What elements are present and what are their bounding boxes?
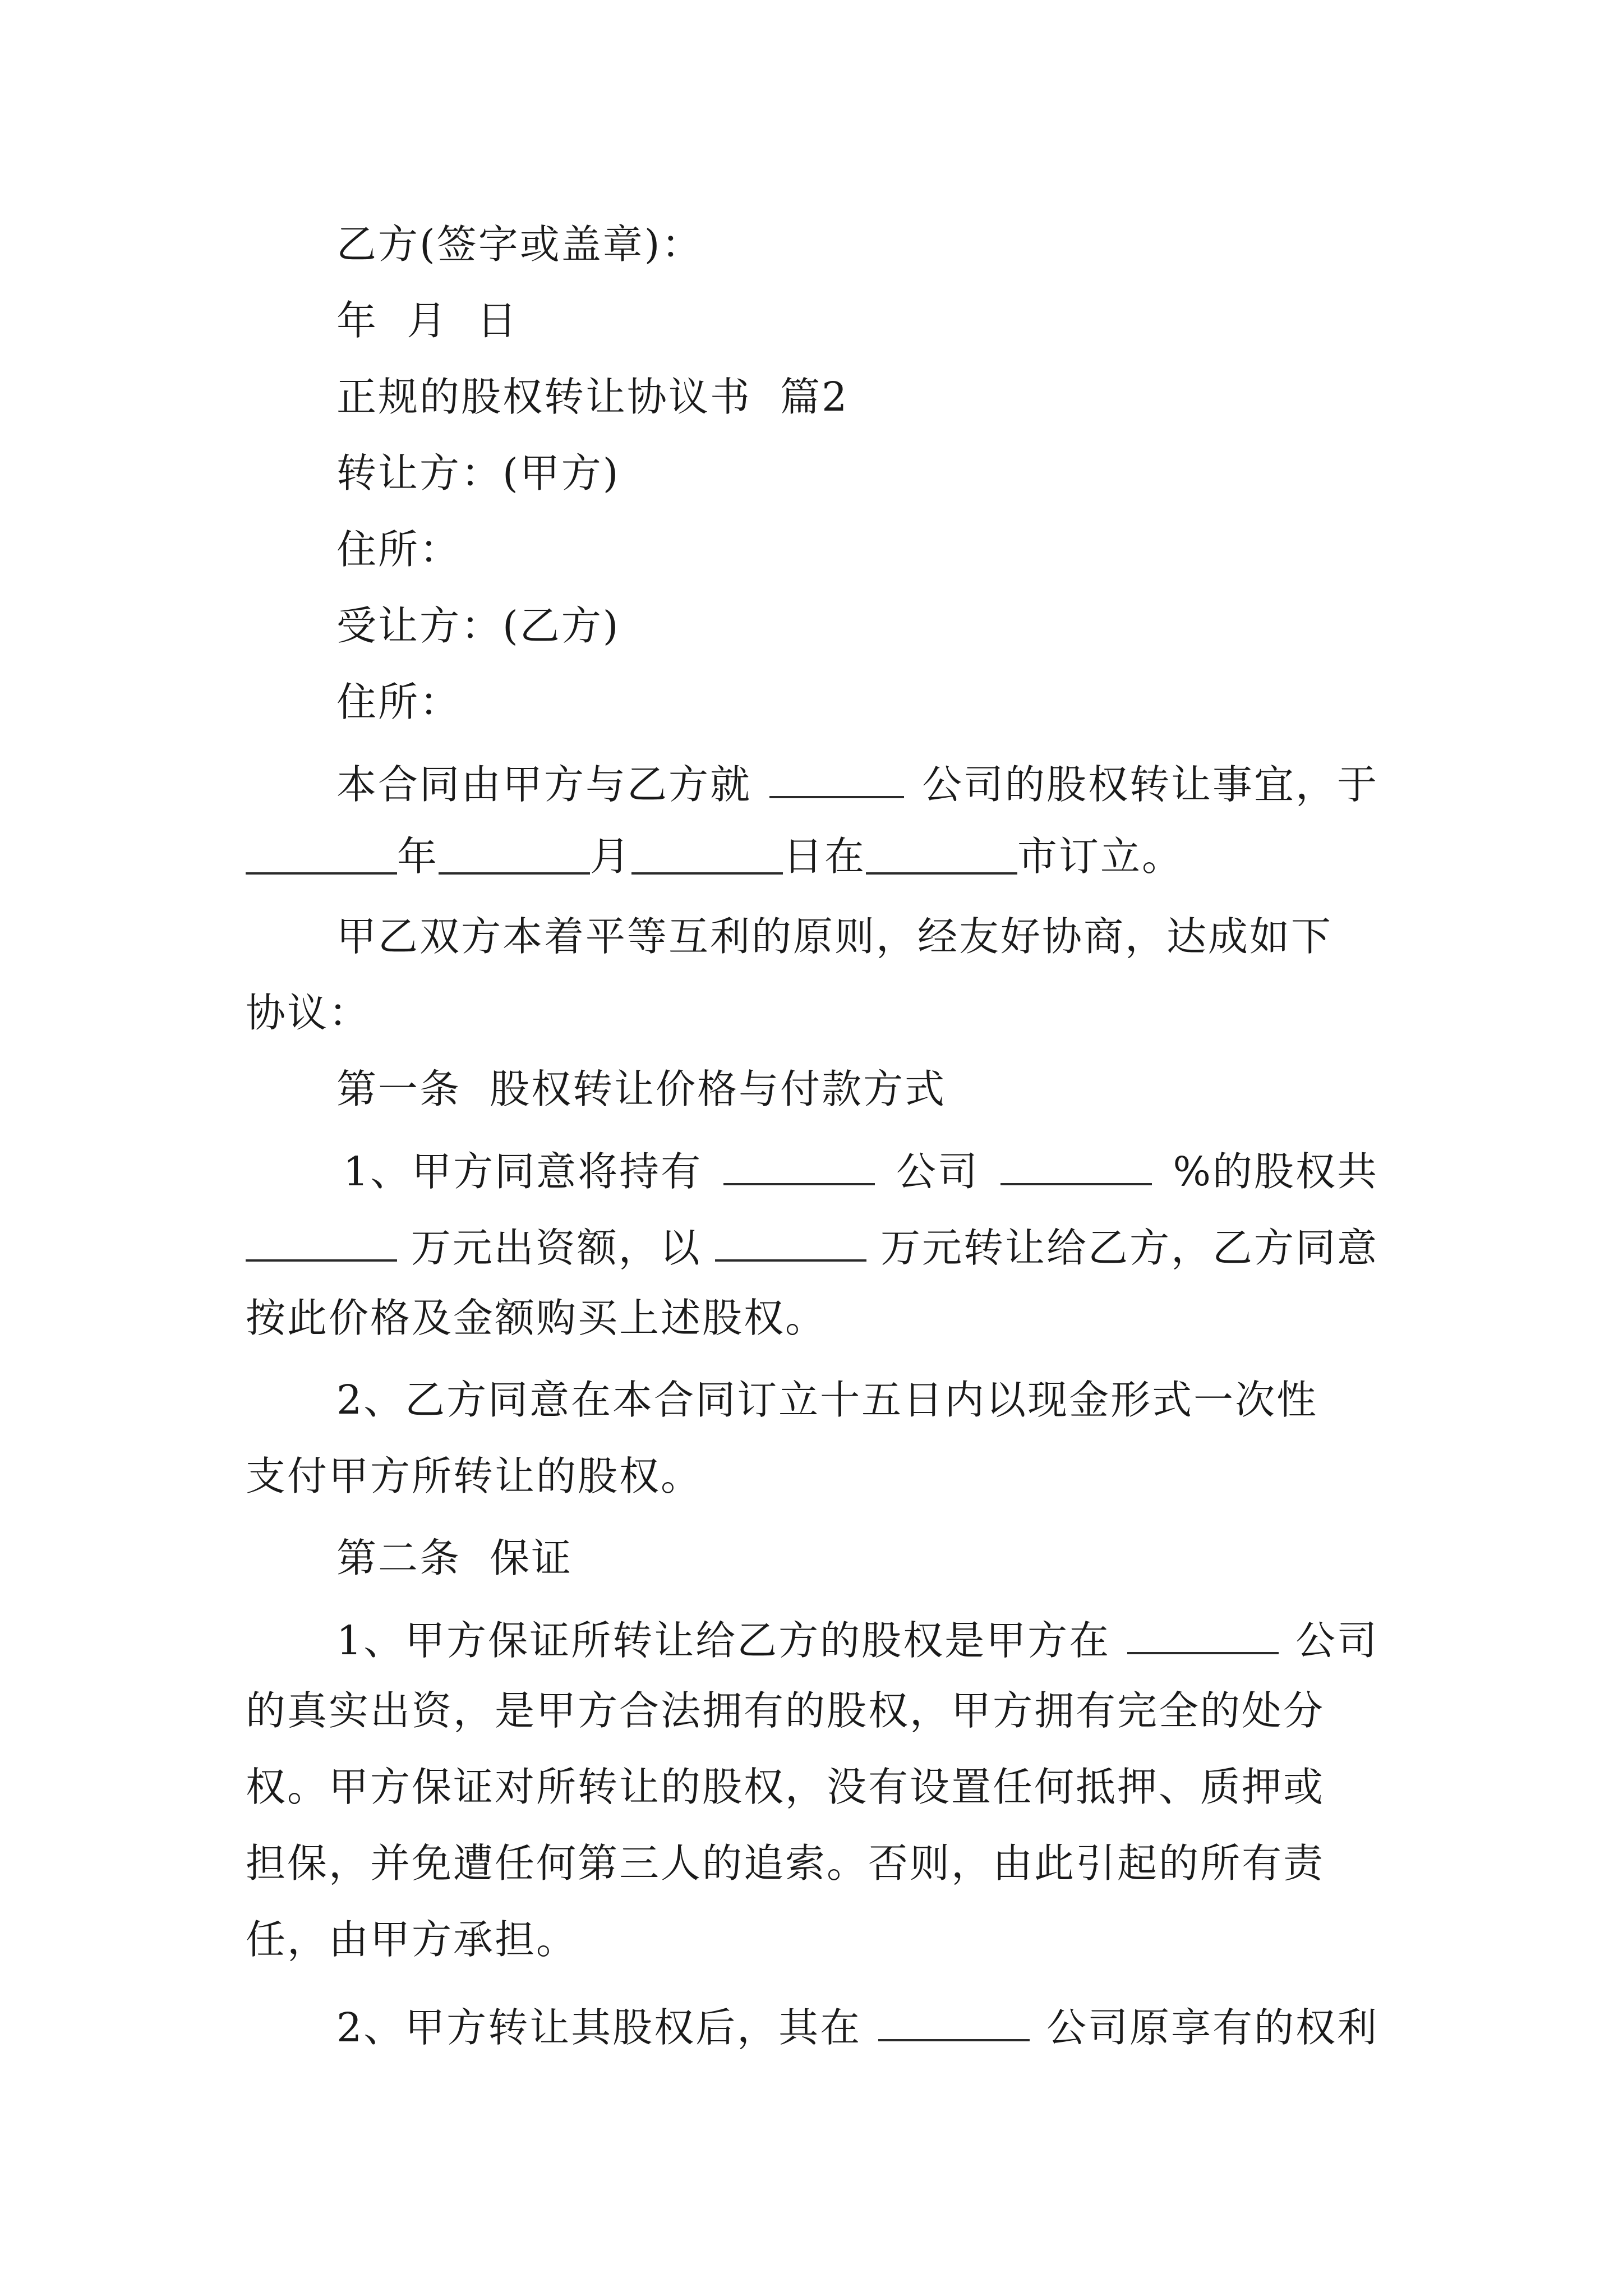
year-blank[interactable] [246,835,397,875]
preamble-line-1: 甲乙双方本着平等互利的原则，经友好协商，达成如下 [336,913,1333,960]
transfer-price-blank[interactable] [715,1222,866,1262]
preamble-line-2: 协议： [246,990,371,1036]
article-1-clause-1-line-3: 按此价格及金额购买上述股权。 [246,1295,827,1341]
transferor-line: 转让方：(甲方) [336,450,620,496]
article-2-clause-1-line-4: 担保，并免遭任何第三人的追索。否则，由此引起的所有责 [246,1840,1325,1887]
article-1-clause-2-line-2: 支付甲方所转让的股权。 [246,1453,703,1499]
intro-paragraph-line-1: 本合同由甲方与乙方就 公司的股权转让事宜，于 [336,758,1378,804]
day-blank[interactable] [631,835,783,875]
company-blank[interactable] [723,1145,875,1185]
article-2-clause-1-line-2: 的真实出资，是甲方合法拥有的股权，甲方拥有完全的处分 [246,1687,1325,1734]
company-blank[interactable] [878,2001,1030,2041]
article-1-clause-2-line-1: 2、乙方同意在本合同订立十五日内以现金形式一次性 [336,1377,1318,1423]
transferee-address-line: 住所： [336,679,462,725]
transferor-address-line: 住所： [336,526,462,573]
month-blank[interactable] [439,835,590,875]
article-2-title: 第二条 保证 [336,1535,573,1581]
article-1-clause-1-line-1: 1、甲方同意将持有 公司 %的股权共 [343,1145,1378,1191]
article-2-clause-2-line-1: 2、甲方转让其股权后，其在 公司原享有的权利 [336,2001,1378,2047]
percentage-blank[interactable] [1000,1145,1152,1185]
transferee-line: 受让方：(乙方) [336,602,620,649]
capital-amount-blank[interactable] [246,1222,397,1262]
company-name-blank[interactable] [769,758,904,798]
intro-paragraph-line-2: 年 月 日在 市订立。 [246,835,1183,876]
article-2-clause-1-line-1: 1、甲方保证所转让给乙方的股权是甲方在 公司 [336,1614,1378,1660]
article-1-clause-1-line-2: 万元出资额，以 万元转让给乙方，乙方同意 [246,1222,1378,1268]
company-blank[interactable] [1127,1614,1279,1654]
article-1-title: 第一条 股权转让价格与付款方式 [336,1066,947,1112]
article-2-clause-1-line-5: 任，由甲方承担。 [246,1916,578,1963]
article-2-clause-1-line-3: 权。甲方保证对所转让的股权，没有设置任何抵押、质押或 [246,1764,1325,1810]
party-b-signature-line: 乙方(签字或盖章)： [336,221,703,268]
signature-date-line: 年 月 日 [336,297,519,344]
document-title: 正规的股权转让协议书 篇2 [336,374,849,420]
city-blank[interactable] [866,835,1017,875]
